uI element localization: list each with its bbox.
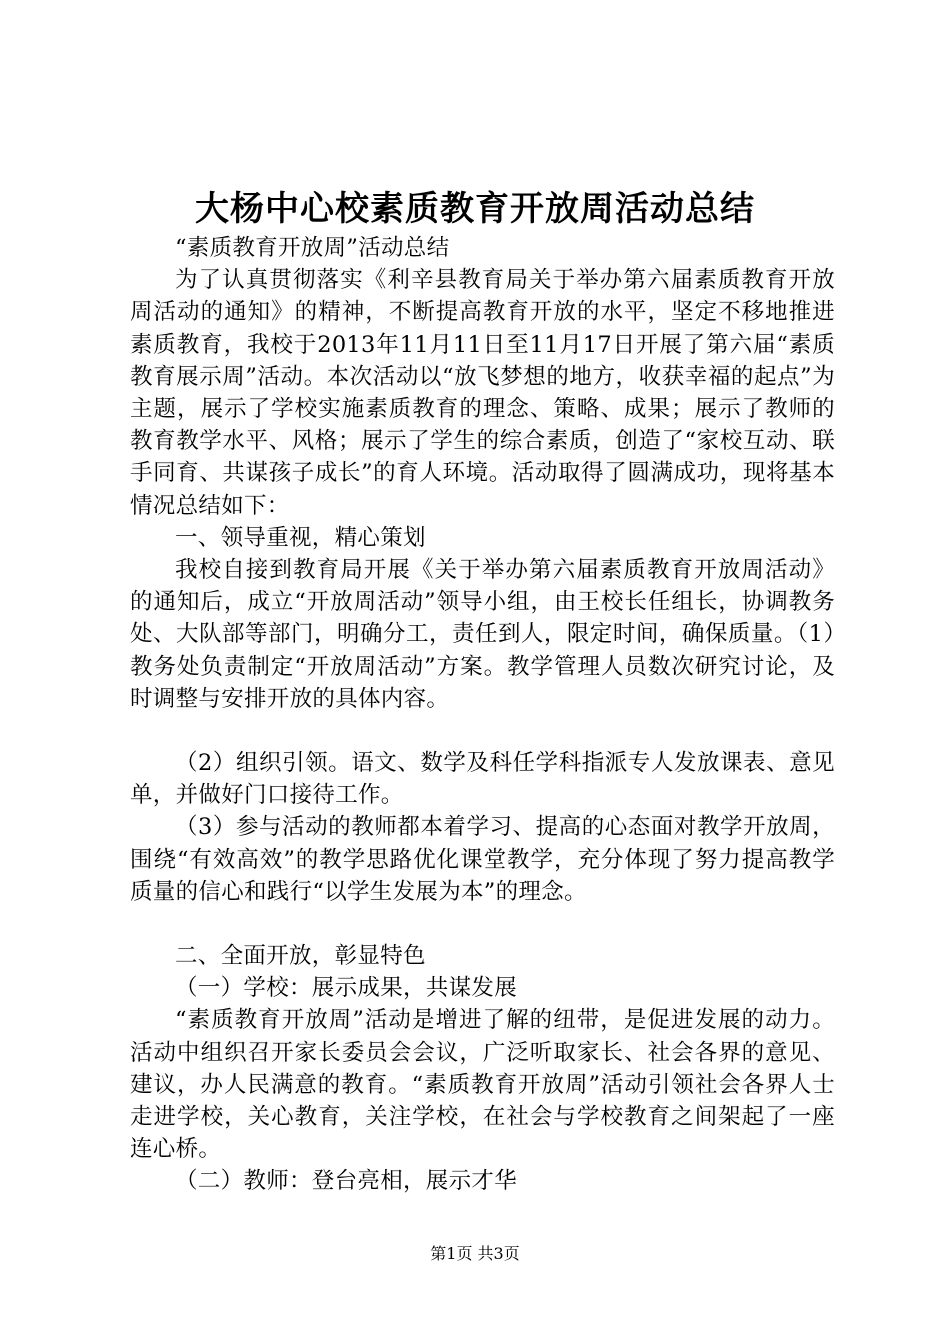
document-body bbox=[130, 232, 835, 1198]
page-number: 第1页 共3页 bbox=[430, 1244, 520, 1263]
paragraph-subtitle: “素质教育开放周”活动总结 bbox=[175, 235, 450, 261]
paragraph-intro: 为了认真贯彻落实《利辛县教育局关于举办第六届素质教育开放周活动的通知》的精神，不断提高教育开放的水平，坚定不移地推进素质教育，我校于2013年11月11日至11月17日开展了第六届“素质教育展示周”活动。本次活动以“放飞梦想的地方，收获幸福的起点”为主题，展示了学校实施素质教育的理念、策略、成果；展示了教师的教育教学水平、风格；展示了学生的综合素质，创造了“家校互动、联手同育、共谋孩子成长”的育人环境。活动取得了圆满成功，现将基本情况总结如下： bbox=[130, 267, 835, 519]
paragraph-school: “素质教育开放周”活动是增进了解的纽带，是促进发展的动力。活动中组织召开家长委员会会议，广泛听取家长、社会各界的意见、建议，办人民满意的教育。“素质教育开放周”活动引领社会各界人士走进学校，关心教育，关注学校，在社会与学校教育之间架起了一座连心桥。 bbox=[130, 1007, 835, 1163]
paragraph-leadership: 我校自接到教育局开展《关于举办第六届素质教育开放周活动》的通知后，成立“开放周活动”领导小组，由王校长任组长，协调教务处、大队部等部门，明确分工，责任到人，限定时间，确保质量。（1）教务处负责制定“开放周活动”方案。教学管理人员数次研究讨论，及时调整与安排开放的具体内容。 bbox=[130, 557, 835, 712]
paragraph-item-2: （2）组织引领。语文、数学及科任学科指派专人发放课表、意见单，并做好门口接待工作。 bbox=[130, 750, 835, 809]
section-heading-2: 二、全面开放，彰显特色 bbox=[175, 943, 426, 970]
document-title: 大杨中心校素质教育开放周活动总结 bbox=[195, 189, 755, 229]
paragraph-item-3: （3）参与活动的教师都本着学习、提高的心态面对教学开放周，围绕“有效高效”的教学思路优化课堂教学，充分体现了努力提高教学质量的信心和践行“以学生发展为本”的理念。 bbox=[130, 814, 835, 905]
subsection-heading-school: （一）学校：展示成果，共谋发展 bbox=[175, 975, 518, 1002]
section-heading-1: 一、领导重视，精心策划 bbox=[175, 524, 426, 551]
subsection-heading-teacher: （二）教师：登台亮相，展示才华 bbox=[175, 1168, 518, 1195]
